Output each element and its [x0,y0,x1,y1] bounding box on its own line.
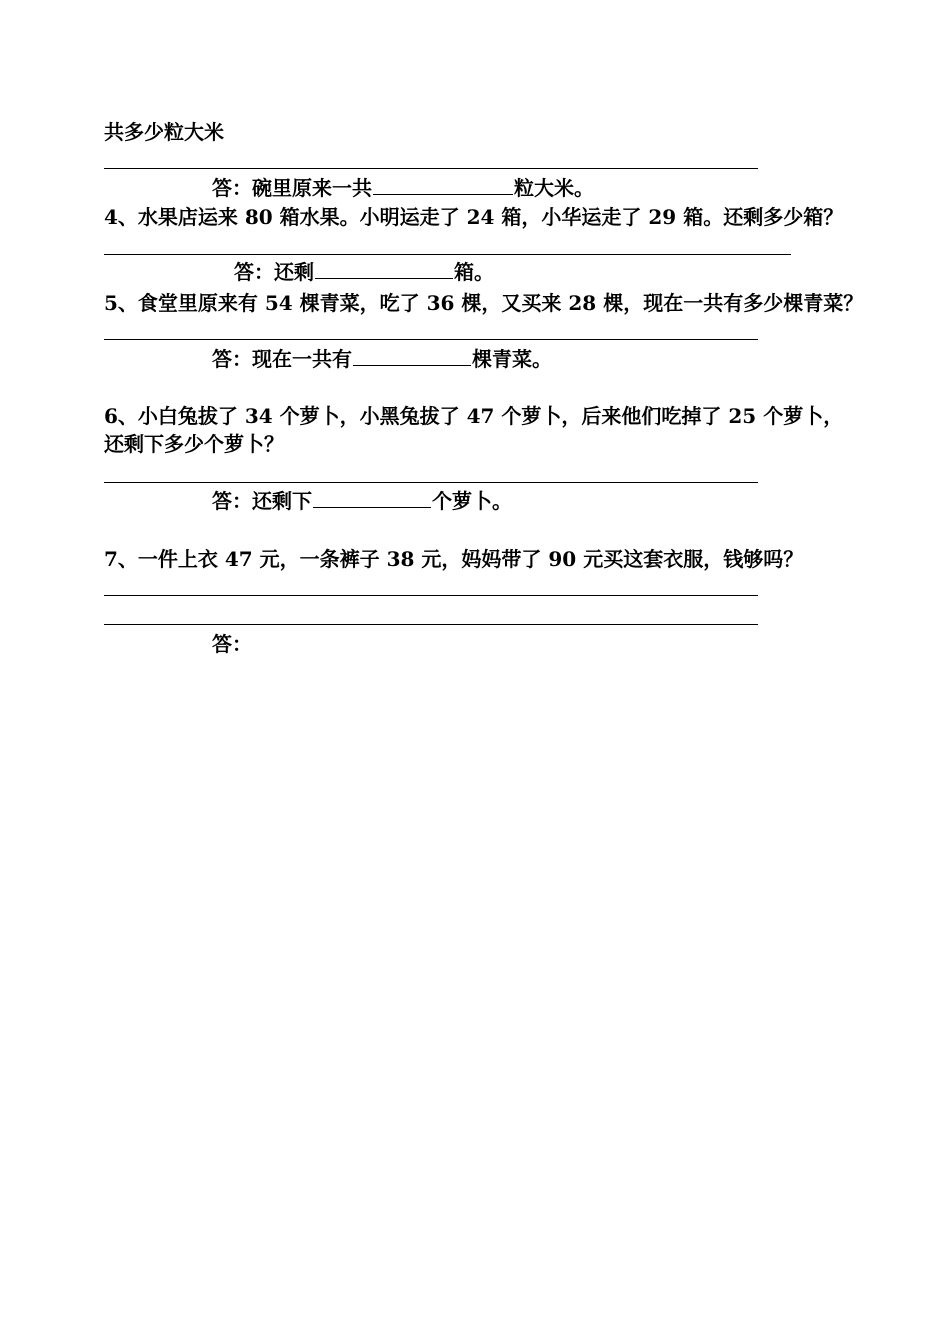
answer-5-prefix: 答：现在一共有 [212,347,352,371]
question-3-tail: 共多少粒大米 [104,120,224,144]
answer-3-row [212,174,594,202]
work-line-7a [104,595,758,596]
question-6: 6、小白兔拔了 34 个萝卜，小黑兔拔了 47 个萝卜，后来他们吃掉了 25 个萝卜，还剩下多少个萝卜？ [104,404,844,456]
work-line-5 [104,339,758,340]
answer-6-suffix: 个萝卜。 [432,489,512,513]
answer-3-blank[interactable] [373,193,513,195]
answer-6-prefix: 答：还剩下 [212,489,312,513]
answer-5-blank[interactable] [353,364,471,366]
answer-4-blank[interactable] [315,277,453,279]
answer-4-prefix: 答：还剩 [234,260,314,284]
answer-4-row [234,258,494,286]
answer-7-prefix: 答： [212,632,252,656]
answer-3-suffix: 粒大米。 [514,176,594,200]
answer-4-suffix: 箱。 [454,260,494,284]
work-line-4 [104,254,791,255]
work-line-6 [104,482,758,483]
question-7: 7、一件上衣 47 元，一条裤子 38 元，妈妈带了 90 元买这套衣服，钱够吗？ [104,547,804,571]
answer-5-row [212,345,552,373]
answer-3-prefix: 答：碗里原来一共 [212,176,372,200]
answer-5-suffix: 棵青菜。 [472,347,552,371]
answer-6-row [212,487,512,515]
question-5: 5、食堂里原来有 54 棵青菜，吃了 36 棵，又买来 28 棵，现在一共有多少棵青菜？ [104,291,864,315]
answer-7-row [212,630,252,658]
work-line-7b [104,624,758,625]
work-line-3 [104,168,758,169]
question-4: 4、水果店运来 80 箱水果。小明运走了 24 箱，小华运走了 29 箱。还剩多少箱？ [104,205,844,229]
answer-6-blank[interactable] [313,506,431,508]
